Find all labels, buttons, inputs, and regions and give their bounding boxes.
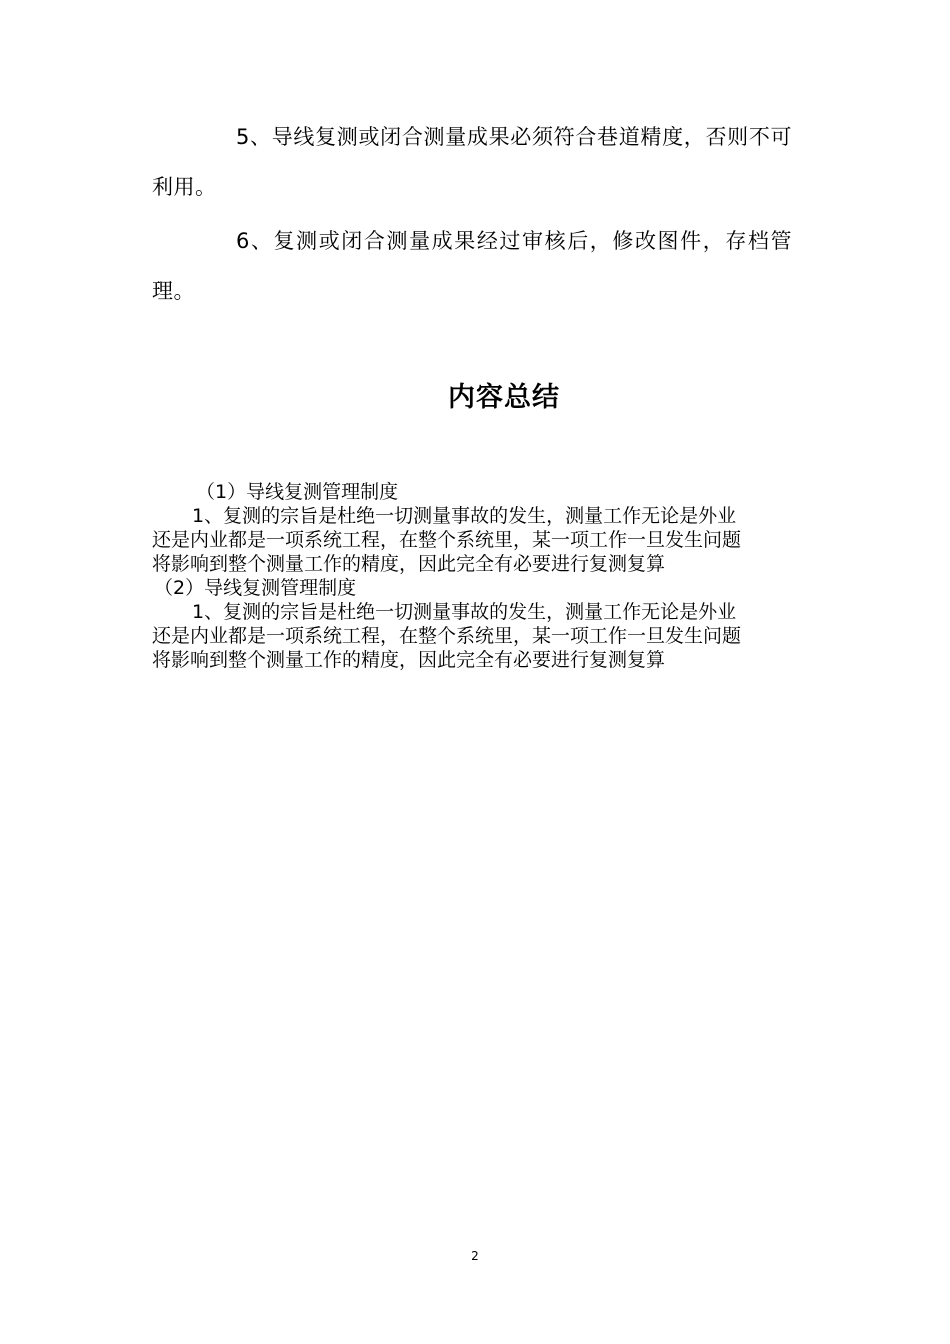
summary-section1-heading: （1）导线复测管理制度	[196, 481, 399, 503]
summary-section2-line: 将影响到整个测量工作的精度，因此完全有必要进行复测复算	[152, 649, 666, 671]
paragraph-item-6	[152, 216, 792, 316]
page-number: 2	[471, 1249, 479, 1263]
paragraph-item-5-text: 5、导线复测或闭合测量成果必须符合巷道精度，否则不可利用。	[152, 125, 792, 199]
paragraph-item-6-text: 6、复测或闭合测量成果经过审核后，修改图件，存档管理。	[152, 229, 792, 303]
summary-section2-line: 还是内业都是一项系统工程，在整个系统里，某一项工作一旦发生问题	[152, 625, 742, 647]
summary-section1-line: 将影响到整个测量工作的精度，因此完全有必要进行复测复算	[152, 553, 666, 575]
paragraph-item-5	[152, 112, 792, 212]
summary-title: 内容总结	[448, 382, 560, 413]
summary-section2-heading: （2）导线复测管理制度	[154, 577, 357, 599]
summary-section1-line: 还是内业都是一项系统工程，在整个系统里，某一项工作一旦发生问题	[152, 529, 742, 551]
summary-section1-line: 1、复测的宗旨是杜绝一切测量事故的发生，测量工作无论是外业	[192, 505, 737, 527]
summary-block	[152, 480, 802, 672]
summary-section2-line: 1、复测的宗旨是杜绝一切测量事故的发生，测量工作无论是外业	[192, 601, 737, 623]
